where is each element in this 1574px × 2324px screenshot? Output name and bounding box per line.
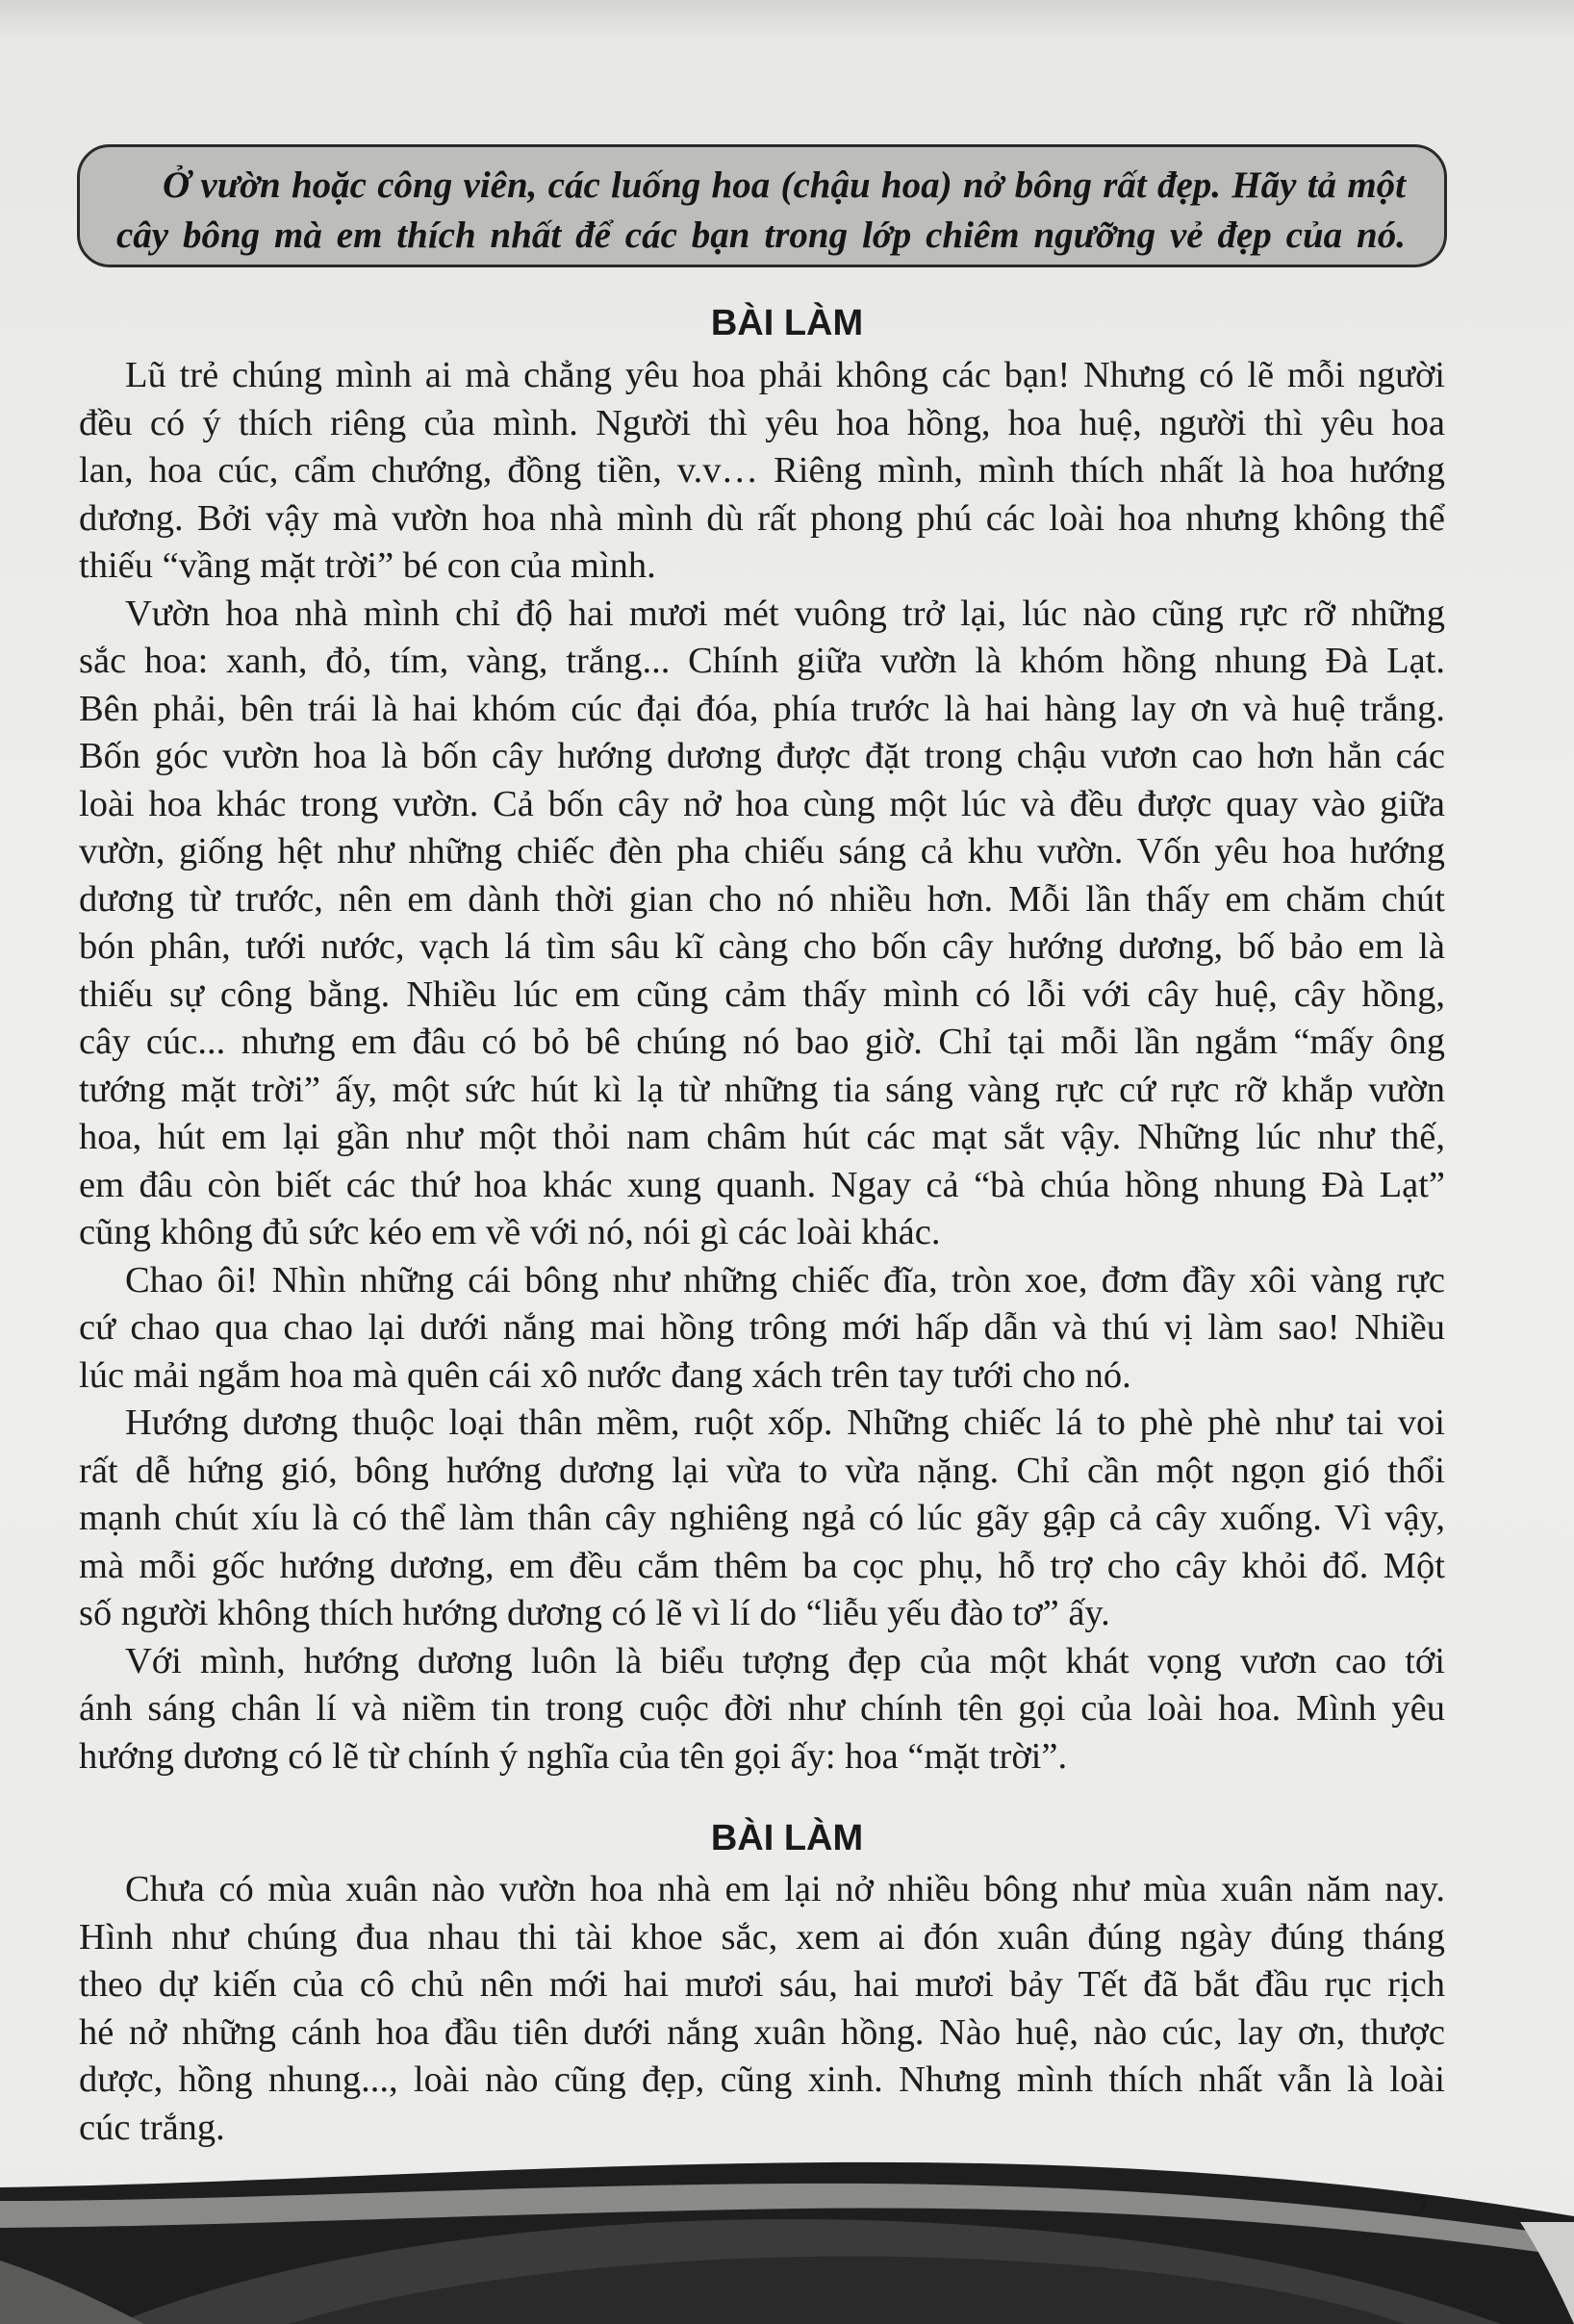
text-line: Chưa có mùa xuân nào vườn hoa nhà em lại nở nhiều bông như mùa xuân năm nay. xyxy=(125,1869,1445,1909)
text-line: loài hoa khác trong vườn. Cả bốn cây nở hoa cùng một lúc và đều được quay vào giữa xyxy=(79,783,1445,824)
page-number: 7 xyxy=(1414,2189,1429,2221)
assignment-prompt-box xyxy=(77,144,1447,267)
text-line: thiếu sự công bằng. Nhiều lúc em cũng cảm thấy mình có lỗi với cây huệ, cây hồng, xyxy=(79,973,1445,1015)
text-line: sắc hoa: xanh, đỏ, tím, vàng, trắng... Chính giữa vườn là khóm hồng nhung Đà Lạt. xyxy=(79,641,1445,681)
text-line: Lũ trẻ chúng mình ai mà chẳng yêu hoa phải không các bạn! Nhưng có lẽ mỗi người xyxy=(125,355,1445,395)
decorative-footer-swoosh xyxy=(0,2145,1574,2324)
text-line: tướng mặt trời” ấy, một sức hút kì lạ từ những tia sáng vàng rực cứ rực rỡ khắp vườn xyxy=(79,1069,1445,1110)
text-line: ánh sáng chân lí và niềm tin trong cuộc đời như chính tên gọi của loài hoa. Mình yêu xyxy=(79,1688,1445,1729)
text-line: thiếu “vầng mặt trời” bé con của mình. xyxy=(79,545,656,586)
text-line: lúc mải ngắm hoa mà quên cái xô nước đang xách trên tay tưới cho nó. xyxy=(79,1354,1131,1396)
text-line: Bên phải, bên trái là hai khóm cúc đại đóa, phía trước là hai hàng lay ơn và huệ trắng. xyxy=(79,688,1445,729)
essay-heading: BÀI LÀM xyxy=(710,303,864,343)
text-line: dương. Bởi vậy mà vườn hoa nhà mình dù rất phong phú các loài hoa nhưng không thể xyxy=(79,497,1445,539)
text-line: Hướng dương thuộc loại thân mềm, ruột xốp. Những chiếc lá to phè phè như tai voi xyxy=(125,1402,1445,1443)
text-line: mạnh chút xíu là có thể làm thân cây nghiêng ngả có lúc gãy gập cả cây xuống. Vì vậy, xyxy=(79,1498,1445,1538)
text-line: dược, hồng nhung..., loài nào cũng đẹp, cũng xinh. Nhưng mình thích nhất vẫn là loài xyxy=(79,2059,1445,2100)
text-line: theo dự kiến của cô chủ nên mới hai mươi sáu, hai mươi bảy Tết đã bắt đầu rục rịch xyxy=(79,1964,1445,2005)
text-line: hé nở những cánh hoa đầu tiên dưới nắng xuân hồng. Nào huệ, nào cúc, lay ơn, thược xyxy=(79,2011,1445,2053)
prompt-line: Ở vườn hoặc công viên, các luống hoa (chậu hoa) nở bông rất đẹp. Hãy tả một xyxy=(163,164,1406,206)
text-line: Bốn góc vườn hoa là bốn cây hướng dương được đặt trong chậu vươn cao hơn hẳn các xyxy=(79,736,1445,776)
text-line: bón phân, tưới nước, vạch lá tìm sâu kĩ càng cho bốn cây hướng dương, bố bảo em là xyxy=(79,926,1445,967)
text-line: Vườn hoa nhà mình chỉ độ hai mươi mét vuông trở lại, lúc nào cũng rực rỡ những xyxy=(125,593,1445,634)
text-line: dương từ trước, nên em dành thời gian cho nó nhiều hơn. Mỗi lần thấy em chăm chút xyxy=(79,878,1445,920)
text-line: cũng không đủ sức kéo em về với nó, nói gì các loài khác. xyxy=(79,1212,941,1252)
text-line: mà mỗi gốc hướng dương, em đều cắm thêm ba cọc phụ, hỗ trợ cho cây khỏi đổ. Một xyxy=(79,1545,1445,1586)
text-line: vườn, giống hệt như những chiếc đèn pha chiếu sáng cả khu vườn. Vốn yêu hoa hướng xyxy=(79,831,1445,872)
text-line: rất dễ hứng gió, bông hướng dương lại vừa to vừa nặng. Chỉ cần một ngọn gió thổi xyxy=(79,1450,1445,1491)
essay-body xyxy=(79,352,1445,1781)
text-line: hoa, hút em lại gần như một thỏi nam châm hút các mạt sắt vậy. Những lúc như thế, xyxy=(79,1117,1445,1157)
text-line: lan, hoa cúc, cẩm chướng, đồng tiền, v.v… Riêng mình, mình thích nhất là hoa hướng xyxy=(79,450,1445,491)
text-line: số người không thích hướng dương có lẽ vì lí do “liễu yếu đào tơ” ấy. xyxy=(79,1593,1110,1633)
page-top-shadow xyxy=(0,0,1574,38)
text-line: Chao ôi! Nhìn những cái bông như những chiếc đĩa, tròn xoe, đơm đầy xôi vàng rực xyxy=(125,1259,1445,1301)
text-line: đều có ý thích riêng của mình. Người thì yêu hoa hồng, hoa huệ, người thì yêu hoa xyxy=(79,402,1445,443)
text-line: em đâu còn biết các thứ hoa khác xung quanh. Ngay cả “bà chúa hồng nhung Đà Lạt” xyxy=(79,1164,1445,1205)
essay-body xyxy=(79,1866,1445,2152)
essay-heading: BÀI LÀM xyxy=(710,1818,864,1858)
text-line: cúc trắng. xyxy=(79,2107,225,2148)
text-line: Với mình, hướng dương luôn là biểu tượng đẹp của một khát vọng vươn cao tới xyxy=(125,1640,1445,1681)
text-line: Hình như chúng đua nhau thi tài khoe sắc, xem ai đón xuân đúng ngày đúng tháng xyxy=(79,1916,1445,1958)
prompt-line: cây bông mà em thích nhất để các bạn trong lớp chiêm ngưỡng vẻ đẹp của nó. xyxy=(116,215,1406,256)
text-line: cây cúc... nhưng em đâu có bỏ bê chúng nó bao giờ. Chỉ tại mỗi lần ngắm “mấy ông xyxy=(79,1022,1445,1062)
text-line: cứ chao qua chao lại dưới nắng mai hồng trông mới hấp dẫn và thú vị làm sao! Nhiều xyxy=(79,1307,1445,1348)
text-line: hướng dương có lẽ từ chính ý nghĩa của tên gọi ấy: hoa “mặt trời”. xyxy=(79,1735,1068,1777)
